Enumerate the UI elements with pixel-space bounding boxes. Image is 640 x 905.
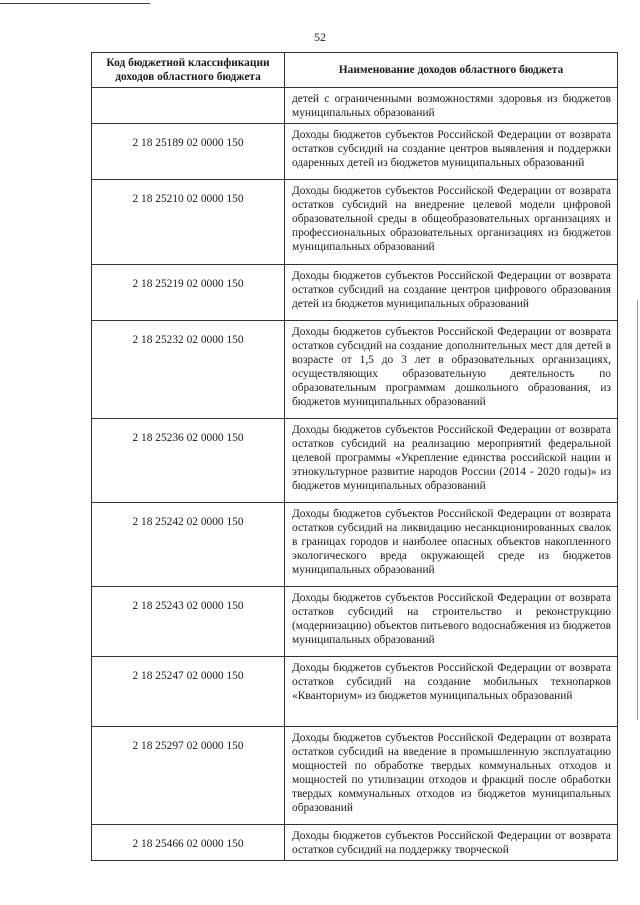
row-name: Доходы бюджетов субъектов Российской Федерации от возврата остатков субсидий на строительство и реконструкцию (модернизацию) объектов питьевого водоснабжения из бюджетов муниципальных образований bbox=[285, 587, 618, 657]
table-row bbox=[92, 587, 618, 657]
row-name: Доходы бюджетов субъектов Российской Федерации от возврата остатков субсидий на создание центров выявления и поддержки одаренных детей из бюджетов муниципальных образований bbox=[285, 124, 618, 180]
row-code: 2 18 25210 02 0000 150 bbox=[92, 180, 285, 265]
row-code: 2 18 25243 02 0000 150 bbox=[92, 587, 285, 657]
table-row bbox=[92, 419, 618, 503]
table-row bbox=[92, 727, 618, 825]
table-row bbox=[92, 265, 618, 321]
row-code: 2 18 25466 02 0000 150 bbox=[92, 825, 285, 861]
table-row bbox=[92, 321, 618, 419]
row-code: 2 18 25219 02 0000 150 bbox=[92, 265, 285, 321]
row-code: 2 18 25297 02 0000 150 bbox=[92, 727, 285, 825]
scan-edge-mark-top bbox=[0, 3, 150, 4]
revenue-classification-table bbox=[91, 52, 618, 861]
header-name: Наименование доходов областного бюджета bbox=[285, 53, 618, 88]
row-name: Доходы бюджетов субъектов Российской Федерации от возврата остатков субсидий на создание центров цифрового образования детей из бюджетов муниципальных образований bbox=[285, 265, 618, 321]
table-row bbox=[92, 124, 618, 180]
row-name: Доходы бюджетов субъектов Российской Федерации от возврата остатков субсидий на реализацию мероприятий федеральной целевой программы «Укрепление единства российской нации и этнокультурное развитие народов России (2014 - 2020 годы)» из бюджетов муниципальных образований bbox=[285, 419, 618, 503]
row-code: 2 18 25189 02 0000 150 bbox=[92, 124, 285, 180]
row-name: Доходы бюджетов субъектов Российской Федерации от возврата остатков субсидий на внедрение целевой модели цифровой образовательной среды в общеобразовательных организациях и профессиональных образовательных организациях из бюджетов муниципальных образований bbox=[285, 180, 618, 265]
table-row bbox=[92, 503, 618, 587]
table-row bbox=[92, 180, 618, 265]
table-row bbox=[92, 88, 618, 124]
header-code: Код бюджетной классификации доходов областного бюджета bbox=[92, 53, 285, 88]
table-header-row bbox=[92, 53, 618, 88]
row-name: Доходы бюджетов субъектов Российской Федерации от возврата остатков субсидий на создание мобильных технопарков «Кванториум» из бюджетов муниципальных образований bbox=[285, 657, 618, 727]
row-name: Доходы бюджетов субъектов Российской Федерации от возврата остатков субсидий на введение в промышленную эксплуатацию мощностей по обработке твердых коммунальных отходов и мощностей по утилизации отходов и фракций после обработки твердых коммунальных отходов из бюджетов муниципальных образований bbox=[285, 727, 618, 825]
scan-edge-mark-right bbox=[637, 300, 638, 720]
row-name: Доходы бюджетов субъектов Российской Федерации от возврата остатков субсидий на создание дополнительных мест для детей в возрасте от 1,5 до 3 лет в образовательных организациях, осуществляющих образовательную деятельность по образовательным программам дошкольного образования, из бюджетов муниципальных образований bbox=[285, 321, 618, 419]
row-code bbox=[92, 88, 285, 124]
table-row bbox=[92, 825, 618, 861]
table-row bbox=[92, 657, 618, 727]
row-code: 2 18 25232 02 0000 150 bbox=[92, 321, 285, 419]
row-name: детей с ограниченными возможностями здоровья из бюджетов муниципальных образований bbox=[285, 88, 618, 124]
row-code: 2 18 25242 02 0000 150 bbox=[92, 503, 285, 587]
row-name: Доходы бюджетов субъектов Российской Федерации от возврата остатков субсидий на поддержку творческой bbox=[285, 825, 618, 861]
page-number: 52 bbox=[314, 30, 326, 44]
row-code: 2 18 25247 02 0000 150 bbox=[92, 657, 285, 727]
row-name: Доходы бюджетов субъектов Российской Федерации от возврата остатков субсидий на ликвидацию несанкционированных свалок в границах городов и наиболее опасных объектов накопленного экологического вреда окружающей среде из бюджетов муниципальных образований bbox=[285, 503, 618, 587]
row-code: 2 18 25236 02 0000 150 bbox=[92, 419, 285, 503]
